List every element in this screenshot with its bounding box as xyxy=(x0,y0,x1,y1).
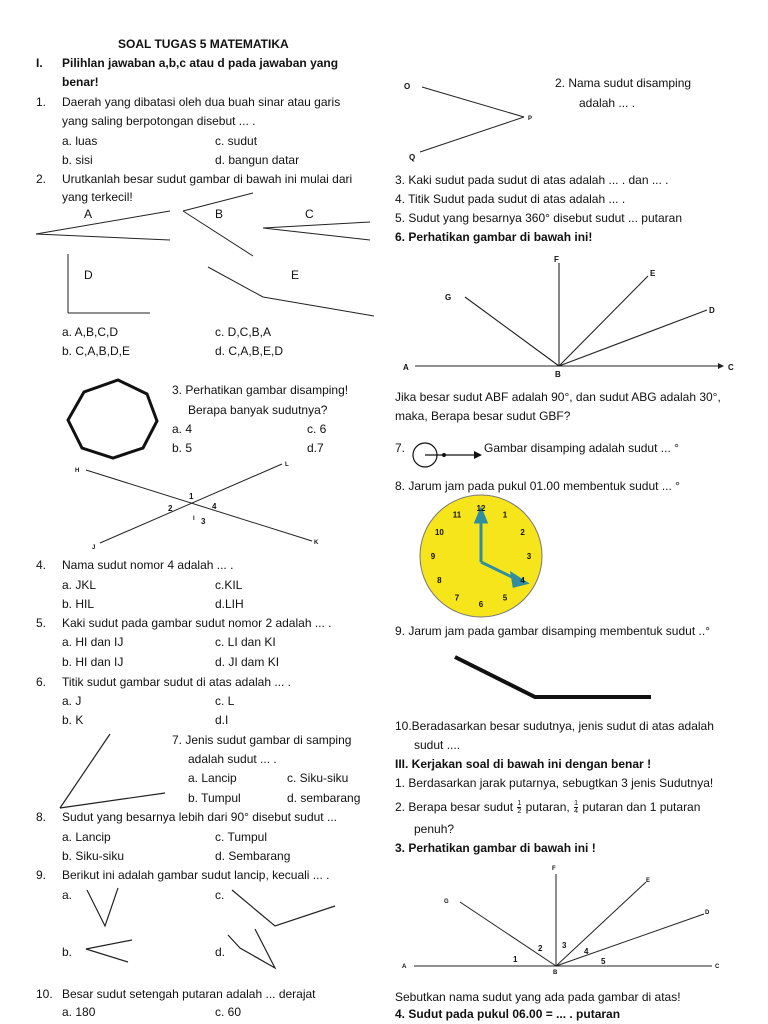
essay-question: 1. Berdasarkan jarak putarnya, sebugtkan 3 jenis Sudutnya! xyxy=(395,776,714,790)
question-number: 5. xyxy=(36,616,47,630)
ray-label-g: G xyxy=(444,899,449,905)
question-text: 3. Kaki sudut pada sudut di atas adalah ... . dan ... . xyxy=(395,173,669,187)
clock-numeral: 1 xyxy=(502,510,508,520)
clock-numeral: 8 xyxy=(437,576,442,585)
fraction-quarter: $\frac{1}{4}$ xyxy=(574,800,578,816)
option-c: c. D,C,B,A xyxy=(215,325,272,339)
question-number: 4. xyxy=(36,558,47,572)
question-text: Sudut yang besarnya lebih dari 90° disebut sudut ... xyxy=(62,810,337,824)
ray-label-a: A xyxy=(402,964,407,970)
option-a: a. luas xyxy=(62,134,98,148)
ray-label-c: C xyxy=(728,363,734,372)
question-text: Urutkanlah besar sudut gambar di bawah ini mulai dari xyxy=(62,172,353,186)
question-text: 4. Titik Sudut pada sudut di atas adalah ... . xyxy=(395,192,626,206)
point-label-o: O xyxy=(404,82,411,91)
option-d: d. sembarang xyxy=(287,791,361,805)
angle-number-3: 3 xyxy=(201,517,206,526)
option-c: c.KIL xyxy=(215,578,243,592)
ray-label-f: F xyxy=(552,866,556,872)
angle-number-3: 3 xyxy=(562,941,567,950)
point-label-l: L xyxy=(285,462,289,468)
question-text: Jika besar sudut ABF adalah 90°, dan sudut ABG adalah 30°, xyxy=(395,390,721,404)
option-b: b. C,A,B,D,E xyxy=(62,344,131,358)
question-number: 7. xyxy=(395,441,406,455)
clock-numeral: 12 xyxy=(476,504,486,513)
option-a: a. J xyxy=(62,694,82,708)
question-text: Kaki sudut pada gambar sudut nomor 2 adalah ... . xyxy=(62,616,332,630)
option-b: b. xyxy=(62,945,73,959)
option-b: b. sisi xyxy=(62,153,93,167)
question-text: Berikut ini adalah gambar sudut lancip, kecuali ... . xyxy=(62,868,330,882)
option-c: c. LI dan KI xyxy=(215,635,276,649)
option-a: a. A,B,C,D xyxy=(62,325,119,339)
option-d: d.LIH xyxy=(215,597,244,611)
question-number: 1. xyxy=(36,95,47,109)
angle-number-1: 1 xyxy=(189,492,194,501)
question-text: Gambar disamping adalah sudut ... ° xyxy=(484,441,679,455)
section-number: I. xyxy=(36,56,43,70)
essay-text: putaran dan 1 putaran xyxy=(582,800,701,814)
option-d: d. xyxy=(215,945,226,959)
question-text-cont: yang saling berpotongan disebut ... . xyxy=(62,114,256,128)
angle-number-5: 5 xyxy=(601,957,606,966)
question-text-cont: yang terkecil! xyxy=(62,190,133,204)
option-d: d.I xyxy=(215,713,229,727)
clock-numeral: 2 xyxy=(520,528,525,537)
point-label-q: Q xyxy=(409,153,416,162)
question-number: 10. xyxy=(36,987,53,1001)
question-text: 9. Jarum jam pada gambar disamping membentuk sudut ..° xyxy=(395,624,710,638)
option-c: c. 60 xyxy=(215,1005,242,1019)
question-number: 8. xyxy=(36,810,47,824)
angle-label-c: C xyxy=(305,207,314,221)
question-text: 5. Sudut yang besarnya 360° disebut sudut ... putaran xyxy=(395,211,682,225)
question-text: Sebutkan nama sudut yang ada pada gambar di atas! xyxy=(395,990,681,1004)
option-b: b. K xyxy=(62,713,84,727)
angle-number-4: 4 xyxy=(212,502,217,511)
option-b: b. 5 xyxy=(172,441,193,455)
clock-numeral: 9 xyxy=(430,552,436,561)
essay-text: 2. Berapa besar sudut xyxy=(395,800,514,814)
ray-label-d: D xyxy=(705,910,710,916)
option-d: d. bangun datar xyxy=(215,153,300,167)
angle-label-b: B xyxy=(215,207,224,221)
option-a: a. JKL xyxy=(62,578,97,592)
section-instruction: Pilihlan jawaban a,b,c atau d pada jawaban yang xyxy=(62,56,339,70)
section-heading: III. Kerjakan soal di bawah ini dengan benar ! xyxy=(395,757,652,771)
ray-label-a: A xyxy=(403,363,409,372)
option-d: d. JI dam KI xyxy=(215,655,280,669)
section-instruction-cont: benar! xyxy=(62,75,99,89)
ray-label-f: F xyxy=(554,255,559,264)
question-text: Titik sudut gambar sudut di atas adalah ... . xyxy=(62,675,292,689)
essay-text: putaran, xyxy=(525,800,570,814)
option-b: b. HI dan IJ xyxy=(62,655,124,669)
option-d: d. C,A,B,E,D xyxy=(215,344,284,358)
option-a: a. HI dan IJ xyxy=(62,635,124,649)
angle-number-4: 4 xyxy=(584,947,589,956)
option-b: b. Tumpul xyxy=(188,791,241,805)
clock-numeral: 11 xyxy=(452,510,462,520)
ray-label-c: C xyxy=(715,964,720,970)
question-text-cont: adalah sudut ... . xyxy=(188,752,277,766)
question-text-cont: maka, Berapa besar sudut GBF? xyxy=(395,409,571,423)
angle-number-1: 1 xyxy=(513,955,518,964)
option-c: c. L xyxy=(215,694,235,708)
clock-numeral: 7 xyxy=(454,593,460,603)
question-text: Nama sudut nomor 4 adalah ... . xyxy=(62,558,234,572)
ray-label-e: E xyxy=(646,878,651,884)
ray-label-d: D xyxy=(709,306,715,315)
option-d: d.7 xyxy=(307,441,324,455)
option-c: c. sudut xyxy=(215,134,258,148)
essay-question: 3. Perhatikan gambar di bawah ini ! xyxy=(395,841,596,855)
question-text: 3. Perhatikan gambar disamping! xyxy=(172,383,349,397)
clock-numeral: 10 xyxy=(434,528,444,537)
page-title: SOAL TUGAS 5 MATEMATIKA xyxy=(118,37,289,51)
option-d: d. Sembarang xyxy=(215,849,291,863)
ray-label-e: E xyxy=(650,269,656,278)
angle-label-e: E xyxy=(291,268,300,282)
option-c: c. 6 xyxy=(307,422,327,436)
question-text: 10.Beradasarkan besar sudutnya, jenis sudut di atas adalah xyxy=(395,719,714,733)
clock-numeral: 4 xyxy=(520,576,525,585)
option-a: a. Lancip xyxy=(62,830,111,844)
question-number: 6. xyxy=(36,675,47,689)
essay-question-cont: penuh? xyxy=(414,822,455,836)
option-a: a. 180 xyxy=(62,1005,96,1019)
vertex-label-b: B xyxy=(555,370,561,379)
point-label-k: K xyxy=(314,540,319,546)
clock-numeral: 6 xyxy=(478,600,484,609)
question-number: 2. xyxy=(36,172,47,186)
option-b: b. HIL xyxy=(62,597,95,611)
option-c: c. Tumpul xyxy=(215,830,268,844)
vertex-label-b: B xyxy=(553,970,558,976)
fraction-half: $\frac{1}{2}$ xyxy=(517,800,522,816)
clock-numeral: 3 xyxy=(526,552,532,561)
option-c: c. Siku-siku xyxy=(287,771,349,785)
question-text: 7. Jenis sudut gambar di samping xyxy=(172,733,352,747)
clock-numeral: 5 xyxy=(502,593,508,603)
option-a: a. xyxy=(62,888,73,902)
question-text: 2. Nama sudut disamping xyxy=(555,76,692,90)
question-text-cont: adalah ... . xyxy=(579,96,636,110)
angle-label-d: D xyxy=(84,268,93,282)
option-b: b. Siku-siku xyxy=(62,849,125,863)
point-label-j: J xyxy=(92,545,96,551)
question-text: 6. Perhatikan gambar di bawah ini! xyxy=(395,230,593,244)
option-a: a. Lancip xyxy=(188,771,237,785)
option-a: a. 4 xyxy=(172,422,193,436)
angle-number-2: 2 xyxy=(168,504,173,513)
question-text-cont: sudut .... xyxy=(414,738,461,752)
question-text: 8. Jarum jam pada pukul 01.00 membentuk sudut ... ° xyxy=(395,479,680,493)
option-c: c. xyxy=(215,888,225,902)
angle-number-2: 2 xyxy=(538,944,543,953)
essay-question: 4. Sudut pada pukul 06.00 = ... . putaran xyxy=(395,1007,621,1021)
angle-label-a: A xyxy=(84,207,93,221)
question-text: Daerah yang dibatasi oleh dua buah sinar atau garis xyxy=(62,95,341,109)
intersection-label-i: I xyxy=(193,516,195,522)
question-number: 9. xyxy=(36,868,47,882)
ray-label-g: G xyxy=(445,293,452,302)
point-label-h: H xyxy=(75,468,80,474)
question-text-cont: Berapa banyak sudutnya? xyxy=(188,403,328,417)
question-text: Besar sudut setengah putaran adalah ... derajat xyxy=(62,987,316,1001)
point-label-p: P xyxy=(528,116,533,122)
